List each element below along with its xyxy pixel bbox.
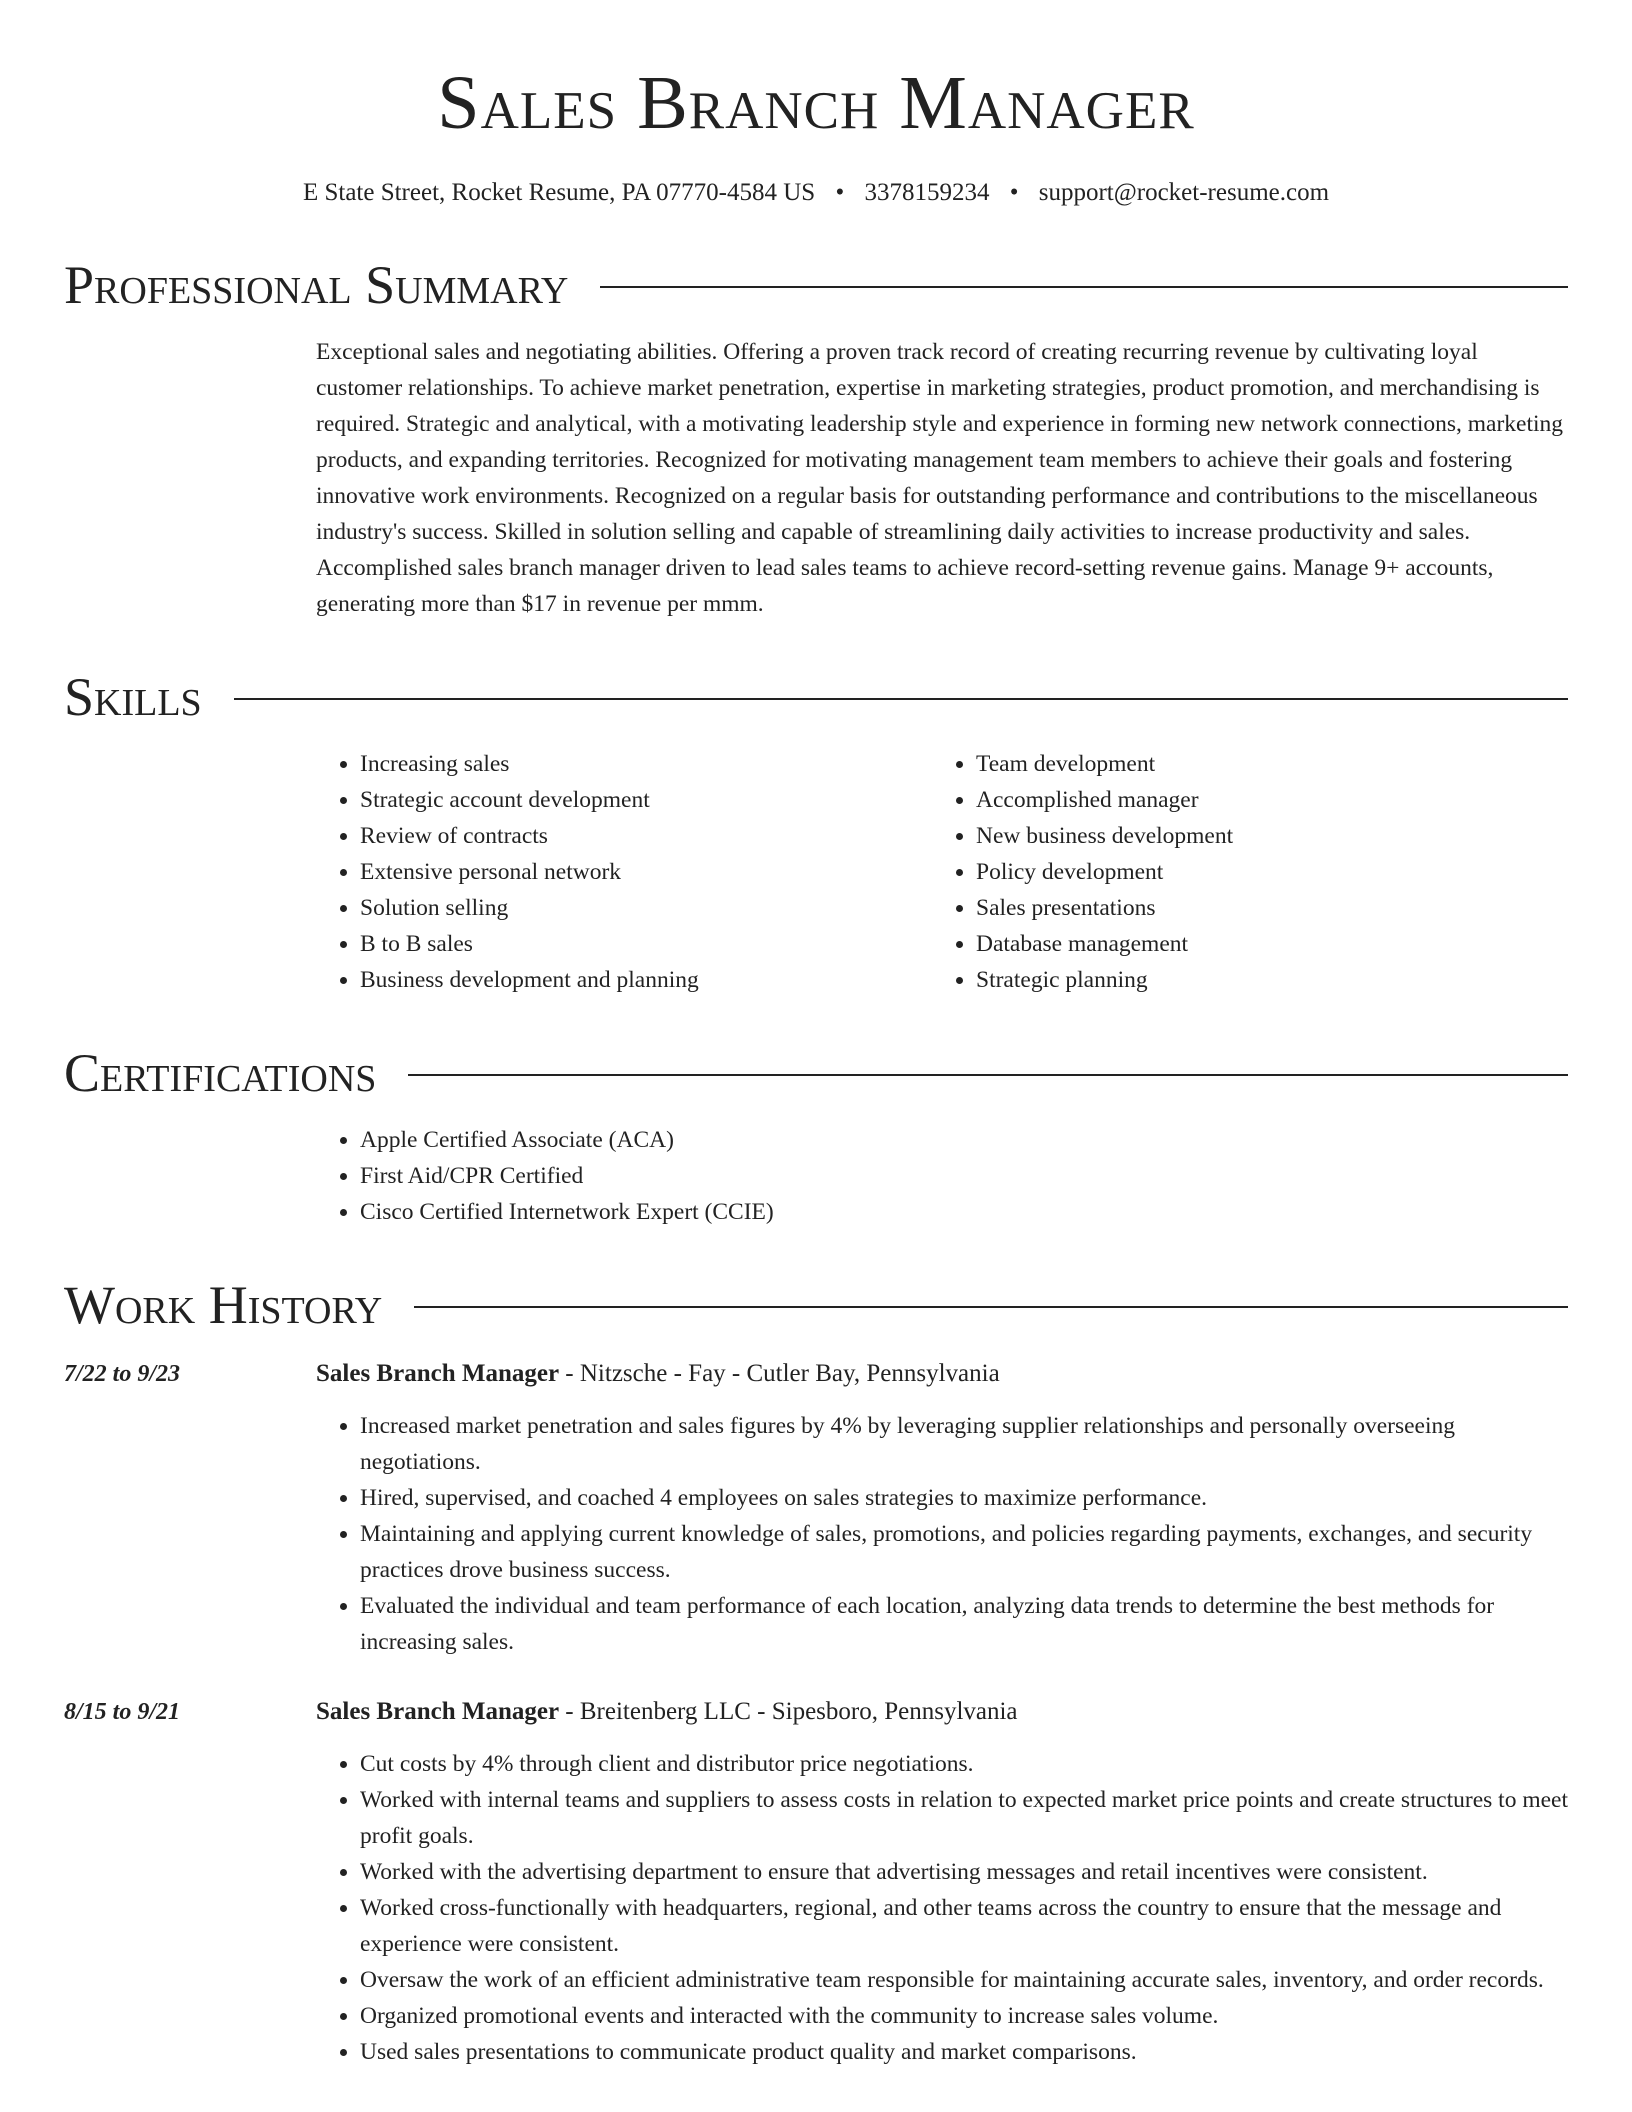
- job-entry: [64, 1694, 1568, 2070]
- certifications-section-header: [64, 1042, 1568, 1104]
- job-bullet: • Worked with internal teams and suppliers to assess costs in relation to expected market price points and create structures to meet profit goals.: [360, 1782, 1568, 1854]
- skill-item: • Strategic account development: [360, 782, 932, 818]
- job-bullet: • Used sales presentations to communicate product quality and market comparisons.: [360, 2034, 1568, 2070]
- job-title: Sales Branch Manager: [316, 1360, 560, 1387]
- job-bullet: • Organized promotional events and interacted with the community to increase sales volume.: [360, 1998, 1568, 2034]
- certifications-block: [316, 1122, 1568, 1230]
- certification-item: • First Aid/CPR Certified: [360, 1158, 1568, 1194]
- job-company: - Breitenberg LLC - Sipesboro, Pennsylvania: [559, 1698, 1018, 1725]
- certifications-list: [316, 1122, 1568, 1230]
- job-bullet: • Increased market penetration and sales figures by 4% by leveraging supplier relationships and personally overseeing negotiations.: [360, 1408, 1568, 1480]
- skill-item: • Review of contracts: [360, 818, 932, 854]
- contact-phone: 3378159234: [864, 179, 990, 206]
- job-company: - Nitzsche - Fay - Cutler Bay, Pennsylvania: [559, 1360, 1000, 1387]
- job-entry: [64, 1356, 1568, 1660]
- work-heading: Work History: [64, 1275, 383, 1335]
- job-bullet: • Worked cross-functionally with headquarters, regional, and other teams across the country to ensure that the message and experience were consistent.: [360, 1890, 1568, 1962]
- contact-separator: •: [1009, 179, 1019, 206]
- job-bullet: • Worked with the advertising department to ensure that advertising messages and retail incentives were consistent.: [360, 1854, 1568, 1890]
- job-title-line: [316, 1694, 1568, 1730]
- job-details: [316, 1356, 1568, 1660]
- skill-item: • Database management: [976, 926, 1548, 962]
- job-bullets: [316, 1408, 1568, 1660]
- job-title: Sales Branch Manager: [316, 1698, 560, 1725]
- skill-item: • Sales presentations: [976, 890, 1548, 926]
- skill-item: • Extensive personal network: [360, 854, 932, 890]
- summary-heading: Professional Summary: [64, 255, 569, 315]
- skill-item: • Strategic planning: [976, 962, 1548, 998]
- contact-line: [64, 176, 1568, 210]
- job-dates: 8/15 to 9/21: [64, 1699, 181, 1725]
- skill-item: • Business development and planning: [360, 962, 932, 998]
- skill-item: • Team development: [976, 746, 1548, 782]
- skills-list-right: [932, 746, 1548, 998]
- skills-section-header: [64, 666, 1568, 728]
- certification-item: • Cisco Certified Internetwork Expert (CCIE): [360, 1194, 1568, 1230]
- contact-separator: •: [835, 179, 845, 206]
- job-details: [316, 1694, 1568, 2070]
- job-bullet: • Evaluated the individual and team performance of each location, analyzing data trends to determine the best methods for increasing sales.: [360, 1588, 1568, 1660]
- summary-text: Exceptional sales and negotiating abilities. Offering a proven track record of creating recurring revenue by cultivating loyal customer relationships. To achieve market penetration, expertise in marketing strategies, product promotion, and merchandising is required. Strategic and analytical, with a motivating leadership style and experience in forming new network connections, marketing products, and expanding territories. Recognized for motivating management team members to achieve their goals and fostering innovative work environments. Recognized on a regular basis for outstanding performance and contributions to the miscellaneous industry's success. Skilled in solution selling and capable of streamlining daily activities to increase productivity and sales. Accomplished sales branch manager driven to lead sales teams to achieve record-setting revenue gains. Manage 9+ accounts, generating more than $17 in revenue per mmm.: [316, 339, 1564, 617]
- section-divider: [600, 286, 1568, 288]
- skill-item: • Policy development: [976, 854, 1548, 890]
- section-divider: [414, 1306, 1568, 1308]
- job-bullet: • Hired, supervised, and coached 4 employees on sales strategies to maximize performance.: [360, 1480, 1568, 1516]
- job-dates: 7/22 to 9/23: [64, 1361, 181, 1387]
- contact-email: support@rocket-resume.com: [1038, 179, 1330, 206]
- contact-address: E State Street, Rocket Resume, PA 07770-4584 US: [302, 179, 816, 206]
- job-bullet: • Cut costs by 4% through client and distributor price negotiations.: [360, 1746, 1568, 1782]
- skills-columns: [316, 746, 1568, 998]
- section-divider: [234, 698, 1568, 700]
- resume-name: Sales Branch Manager: [437, 61, 1195, 145]
- summary-section-header: [64, 254, 1568, 316]
- job-bullet: • Maintaining and applying current knowledge of sales, promotions, and policies regarding payments, exchanges, and security practices drove business success.: [360, 1516, 1568, 1588]
- work-section-header: [64, 1274, 1568, 1336]
- section-divider: [408, 1074, 1568, 1076]
- certification-item: • Apple Certified Associate (ACA): [360, 1122, 1568, 1158]
- job-title-line: [316, 1356, 1568, 1392]
- skill-item: • Increasing sales: [360, 746, 932, 782]
- skill-item: • New business development: [976, 818, 1548, 854]
- skills-heading: Skills: [64, 667, 202, 727]
- job-bullet: • Oversaw the work of an efficient administrative team responsible for maintaining accurate sales, inventory, and order records.: [360, 1962, 1568, 1998]
- skills-list-left: [316, 746, 932, 998]
- certifications-heading: Certifications: [64, 1043, 377, 1103]
- skill-item: • B to B sales: [360, 926, 932, 962]
- skill-item: • Solution selling: [360, 890, 932, 926]
- skill-item: • Accomplished manager: [976, 782, 1548, 818]
- job-bullets: [316, 1746, 1568, 2070]
